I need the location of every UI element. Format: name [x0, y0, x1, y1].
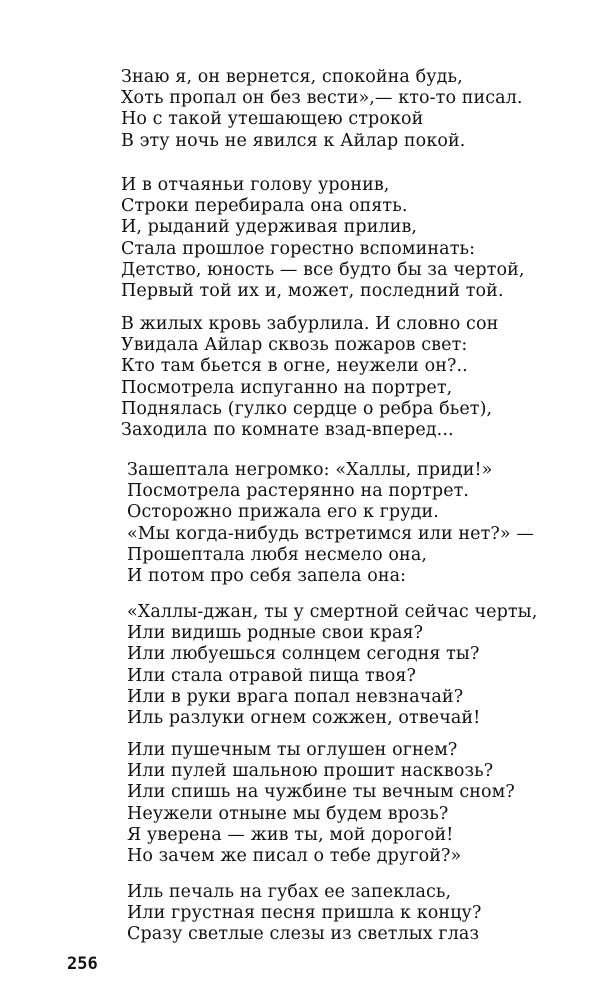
poem-line: Поднялась (гулко сердце о ребра бьет), [121, 398, 493, 419]
poem-line: Иль печаль на губах ее запеклась, [127, 882, 452, 902]
stanza-7 [127, 882, 481, 946]
poem-line: Или любуешься солнцем сегодня ты? [127, 644, 480, 665]
poem-line: И потом про себя запела она: [127, 566, 407, 587]
stanza-2 [121, 175, 525, 302]
poem-line: Или спишь на чужбине ты вечным сном? [127, 782, 515, 803]
poem-line: И, рыданий удерживая прилив, [121, 217, 418, 238]
poem-line: Заходила по комнате взад-вперед... [121, 420, 454, 441]
poem-line: Или пулей шальною прошит насквозь? [127, 761, 494, 782]
stanza-5 [127, 602, 537, 729]
poem-line: В эту ночь не явился к Айлар покой. [121, 130, 466, 151]
page-number: 256 [67, 954, 98, 974]
poem-line: Хоть пропал он без вести»,— кто-то писал. [121, 88, 523, 109]
poem-line: Или стала отравой пища твоя? [127, 665, 416, 686]
poem-line: «Халлы-джан, ты у смертной сейчас черты, [127, 602, 538, 622]
poem-line: Иль разлуки огнем сожжен, отвечай! [127, 708, 481, 729]
poem-line: Посмотрела растерянно на портрет. [127, 481, 470, 502]
poem-line: Я уверена — жив ты, мой дорогой! [127, 824, 454, 845]
poem-line: Посмотрела испуганно на портрет, [121, 377, 453, 398]
poem-line: Первый той их и, может, последний той. [121, 281, 504, 302]
poem-line: Знаю я, он вернется, спокойна будь, [121, 67, 463, 87]
poem-line: Но с такой утешающею строкой [121, 109, 424, 130]
poem-line: Или в руки врага попал невзначай? [127, 686, 464, 707]
poem-line: И в отчаяньи голову уронив, [121, 175, 390, 195]
poem-line: Или видишь родные свои края? [127, 623, 424, 644]
poem-line: Строки перебирала она опять. [121, 196, 408, 217]
stanza-6 [127, 740, 515, 867]
poem-line: Детство, юность — все будто бы за чертой, [121, 259, 525, 280]
poem-line: Увидала Айлар сквозь пожаров свет: [121, 335, 468, 356]
poem-line: Или пушечным ты оглушен огнем? [127, 740, 458, 760]
poem-line: Сразу светлые слезы из светлых глаз [127, 924, 480, 945]
poem-line: «Мы когда-нибудь встретимся или нет?» — [127, 523, 534, 544]
poem-line: Или грустная песня пришла к концу? [127, 903, 482, 924]
poem-line: Но зачем же писал о тебе другой?» [127, 846, 462, 867]
poem-line: В жилых кровь забурлила. И словно сон [121, 314, 499, 334]
poem-line: Осторожно прижала его к груди. [127, 502, 439, 523]
stanza-1 [121, 67, 523, 152]
stanza-4 [127, 460, 534, 587]
poem-line: Неужели отныне мы будем врозь? [127, 803, 449, 824]
poem-line: Кто там бьется в огне, неужели он?.. [121, 356, 468, 377]
poem-line: Прошептала любя несмело она, [127, 544, 428, 565]
poem-line: Стала прошлое горестно вспоминать: [121, 238, 476, 259]
stanza-3 [121, 314, 498, 441]
poem-line: Зашептала негромко: «Халлы, приди!» [127, 460, 493, 480]
